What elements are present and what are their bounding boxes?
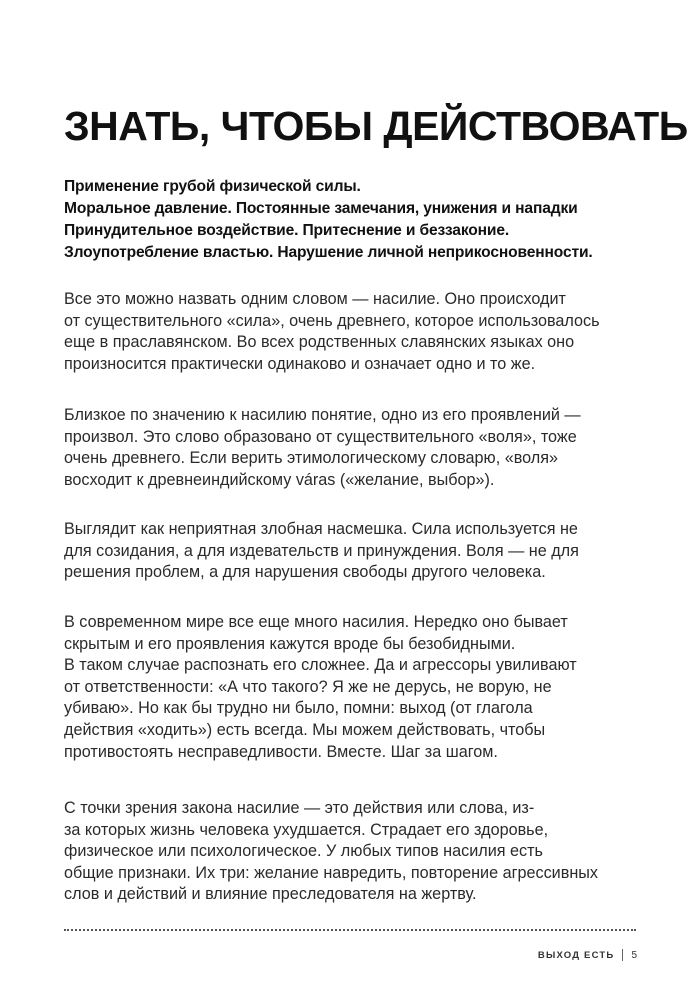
lead-line: Злоупотребление властью. Нарушение личной неприкосновенности. (64, 244, 593, 261)
page-footer (538, 949, 637, 961)
paragraph-line: от существительного «сила», очень древнего, которое использовалось (64, 311, 600, 330)
footer-separator (622, 949, 623, 961)
lead-line: Принудительное воздействие. Притеснение и беззаконие. (64, 222, 510, 239)
paragraph-line: произвол. Это слово образовано от существительного «воля», тоже (64, 427, 577, 446)
paragraph-4 (64, 612, 644, 763)
paragraph-2 (64, 405, 644, 491)
paragraph-line: за которых жизнь человека ухудшается. Страдает его здоровье, (64, 820, 549, 839)
paragraph-line: В современном мире все еще много насилия. Нередко оно бывает (64, 613, 568, 631)
paragraph-line: Все это можно назвать одним словом — насилие. Оно происходит (64, 290, 566, 308)
lead-block (64, 176, 644, 264)
page-number: 5 (631, 949, 637, 961)
lead-line: Моральное давление. Постоянные замечания, унижения и нападки (64, 200, 578, 217)
dotted-divider (64, 929, 636, 931)
paragraph-3 (64, 519, 644, 584)
paragraph-line: физическое или психологическое. У любых типов насилия есть (64, 842, 543, 861)
paragraph-5 (64, 798, 644, 906)
paragraph-line: слов и действий и влияние преследователя на жертву. (64, 885, 477, 904)
paragraph-line: для созидания, а для издевательств и принуждения. Воля — не для (64, 541, 579, 560)
paragraph-line: Близкое по значению к насилию понятие, одно из его проявлений — (64, 406, 581, 424)
paragraph-line: произносится практически одинаково и означает одно и то же. (64, 354, 536, 373)
lead-line: Применение грубой физической силы. (64, 178, 361, 195)
paragraph-1 (64, 289, 644, 375)
paragraph-line: решения проблем, а для нарушения свободы другого человека. (64, 563, 546, 582)
paragraph-line: восходит к древнеиндийскому váras («желание, выбор»). (64, 470, 495, 489)
paragraph-line: действия «ходить») есть всегда. Мы можем действовать, чтобы (64, 720, 546, 739)
paragraph-line: общие признаки. Их три: желание навредить, повторение агрессивных (64, 863, 598, 882)
paragraph-line: Выглядит как неприятная злобная насмешка. Сила используется не (64, 520, 578, 538)
paragraph-line: еще в праславянском. Во всех родственных славянских языках оно (64, 333, 575, 352)
paragraph-line: от ответственности: «А что такого? Я же не дерусь, не ворую, не (64, 677, 552, 696)
footer-book-title: ВЫХОД ЕСТЬ (537, 949, 615, 961)
paragraph-line: скрытым и его проявления кажутся вроде бы безобидными. (64, 634, 516, 653)
paragraph-line: противостоять несправедливости. Вместе. Шаг за шагом. (64, 742, 498, 761)
page-title: ЗНАТЬ, ЧТОБЫ ДЕЙСТВОВАТЬ (64, 103, 688, 149)
paragraph-line: В таком случае распознать его сложнее. Да и агрессоры увиливают (64, 656, 577, 675)
paragraph-line: убиваю». Но как бы трудно ни было, помни: выход (от глагола (64, 699, 533, 718)
paragraph-line: С точки зрения закона насилие — это действия или слова, из- (64, 799, 535, 817)
paragraph-line: очень древнего. Если верить этимологическому словарю, «воля» (64, 449, 558, 468)
